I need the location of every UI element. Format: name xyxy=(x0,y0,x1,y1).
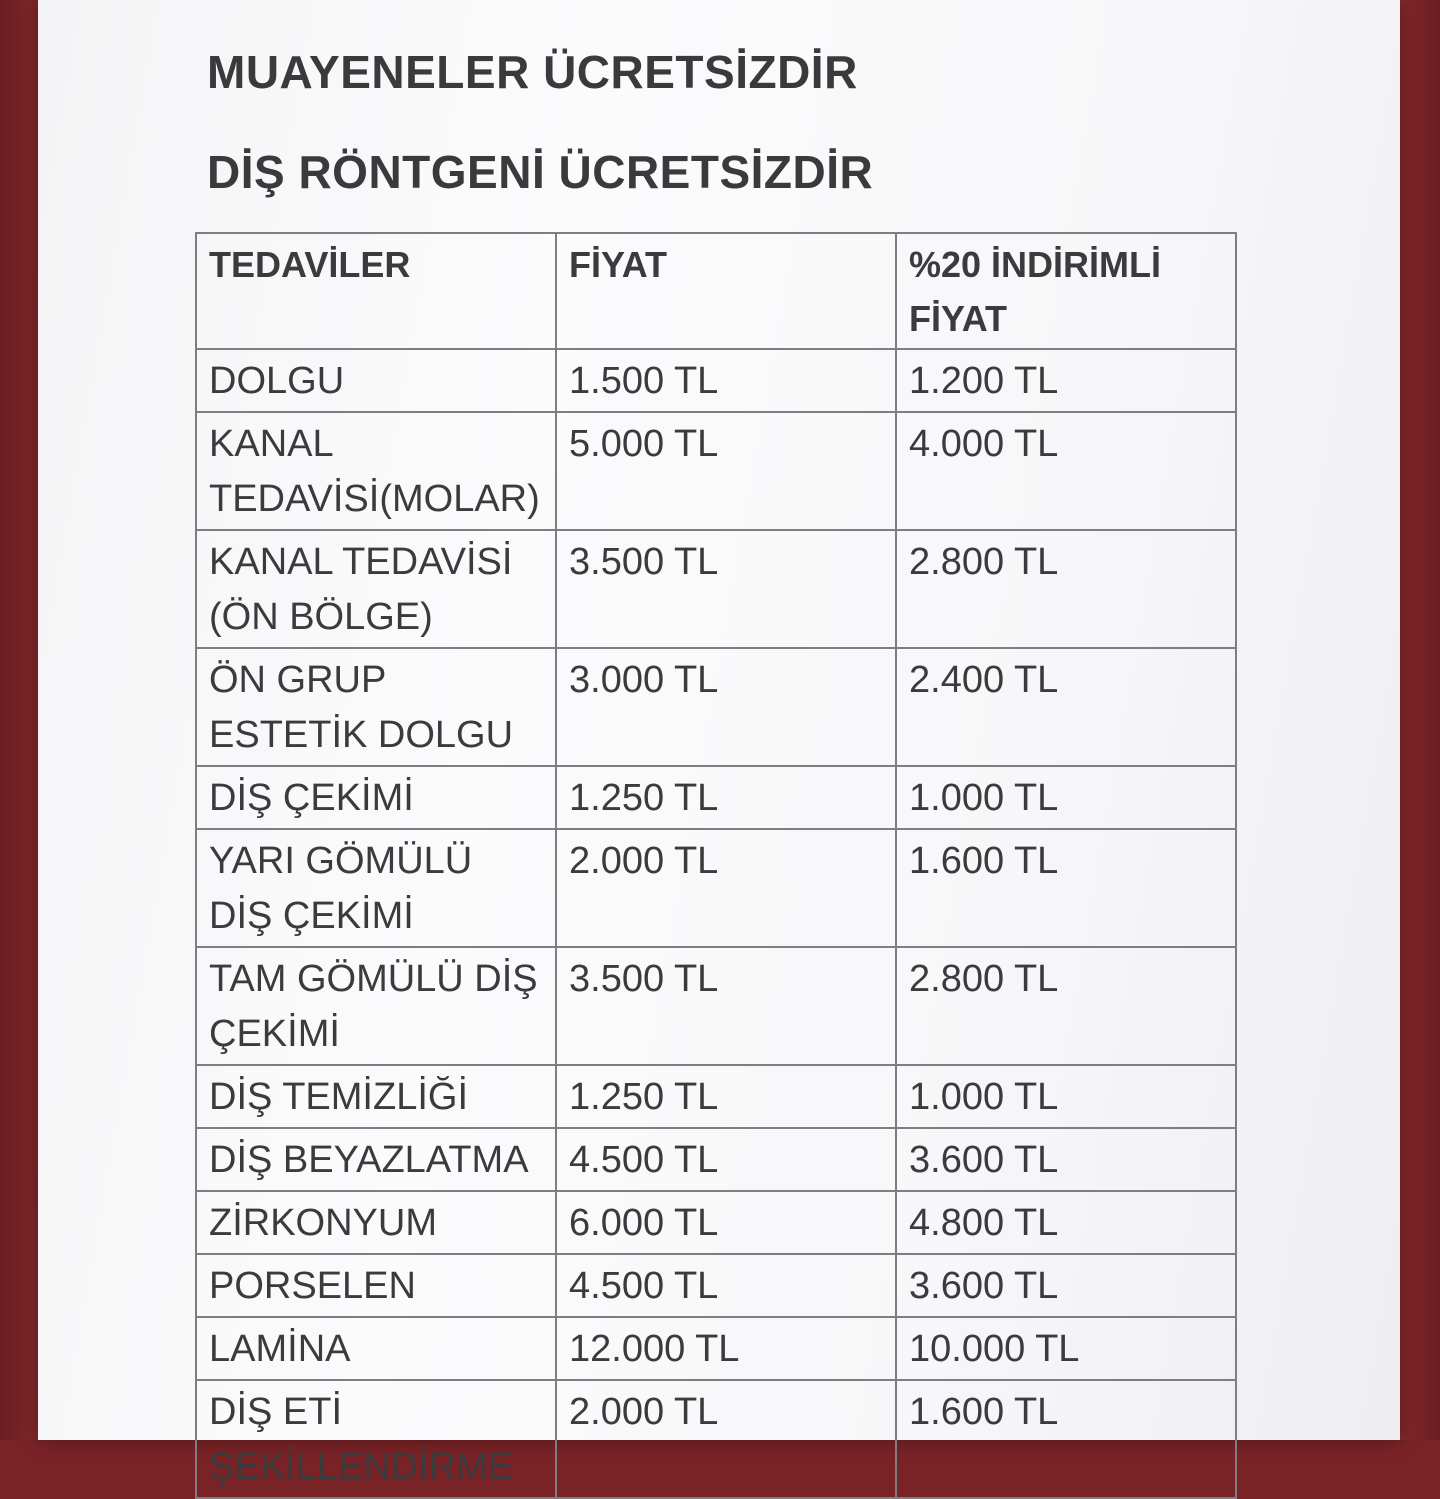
discounted-price-cell: 4.000 TL xyxy=(896,412,1236,530)
price-cell: 4.500 TL xyxy=(556,1254,896,1317)
table-row xyxy=(196,829,1236,947)
table-row xyxy=(196,1254,1236,1317)
treatment-cell: LAMİNA xyxy=(196,1317,556,1380)
table-row xyxy=(196,1128,1236,1191)
table-row xyxy=(196,1317,1236,1380)
discounted-price-cell: 2.400 TL xyxy=(896,648,1236,766)
discounted-price-cell: 3.600 TL xyxy=(896,1254,1236,1317)
discounted-price-cell: 1.600 TL xyxy=(896,1380,1236,1498)
treatment-cell: DOLGU xyxy=(196,349,556,412)
table-row xyxy=(196,412,1236,530)
discounted-price-cell: 2.800 TL xyxy=(896,947,1236,1065)
price-cell: 1.250 TL xyxy=(556,1065,896,1128)
discounted-price-cell: 4.800 TL xyxy=(896,1191,1236,1254)
discounted-price-cell: 2.800 TL xyxy=(896,530,1236,648)
table-row xyxy=(196,766,1236,829)
price-cell: 1.250 TL xyxy=(556,766,896,829)
treatment-cell: ÖN GRUP ESTETİK DOLGU xyxy=(196,648,556,766)
table-row xyxy=(196,648,1236,766)
discounted-price-cell: 10.000 TL xyxy=(896,1317,1236,1380)
treatment-cell: KANAL TEDAVİSİ(MOLAR) xyxy=(196,412,556,530)
table-row xyxy=(196,1380,1236,1498)
table-row xyxy=(196,947,1236,1065)
treatment-cell: DİŞ BEYAZLATMA xyxy=(196,1128,556,1191)
table-row xyxy=(196,1065,1236,1128)
discounted-price-cell: 1.000 TL xyxy=(896,1065,1236,1128)
header-treatments: TEDAVİLER xyxy=(196,233,556,349)
discounted-price-cell: 1.200 TL xyxy=(896,349,1236,412)
treatment-cell: KANAL TEDAVİSİ (ÖN BÖLGE) xyxy=(196,530,556,648)
heading-free-examination: MUAYENELER ÜCRETSİZDİR xyxy=(207,46,858,98)
discounted-price-cell: 1.600 TL xyxy=(896,829,1236,947)
treatment-cell: DİŞ ETİ ŞEKİLLENDİRME xyxy=(196,1380,556,1498)
header-price: FİYAT xyxy=(556,233,896,349)
header-discounted-price: %20 İNDİRİMLİ FİYAT xyxy=(896,233,1236,349)
treatment-cell: DİŞ ÇEKİMİ xyxy=(196,766,556,829)
price-cell: 3.500 TL xyxy=(556,947,896,1065)
price-cell: 3.500 TL xyxy=(556,530,896,648)
table-row xyxy=(196,530,1236,648)
heading-free-xray: DİŞ RÖNTGENİ ÜCRETSİZDİR xyxy=(207,146,874,198)
price-cell: 6.000 TL xyxy=(556,1191,896,1254)
table-row xyxy=(196,349,1236,412)
treatment-cell: TAM GÖMÜLÜ DİŞ ÇEKİMİ xyxy=(196,947,556,1065)
table-row xyxy=(196,1191,1236,1254)
price-cell: 5.000 TL xyxy=(556,412,896,530)
discounted-price-cell: 1.000 TL xyxy=(896,766,1236,829)
treatment-cell: YARI GÖMÜLÜ DİŞ ÇEKİMİ xyxy=(196,829,556,947)
treatment-cell: PORSELEN xyxy=(196,1254,556,1317)
price-cell: 12.000 TL xyxy=(556,1317,896,1380)
price-cell: 2.000 TL xyxy=(556,829,896,947)
price-cell: 2.000 TL xyxy=(556,1380,896,1498)
price-cell: 3.000 TL xyxy=(556,648,896,766)
table-header-row xyxy=(196,233,1236,349)
discounted-price-cell: 3.600 TL xyxy=(896,1128,1236,1191)
price-cell: 4.500 TL xyxy=(556,1128,896,1191)
treatment-cell: ZİRKONYUM xyxy=(196,1191,556,1254)
price-cell: 1.500 TL xyxy=(556,349,896,412)
treatment-cell: DİŞ TEMİZLİĞİ xyxy=(196,1065,556,1128)
price-table xyxy=(195,232,1237,1499)
